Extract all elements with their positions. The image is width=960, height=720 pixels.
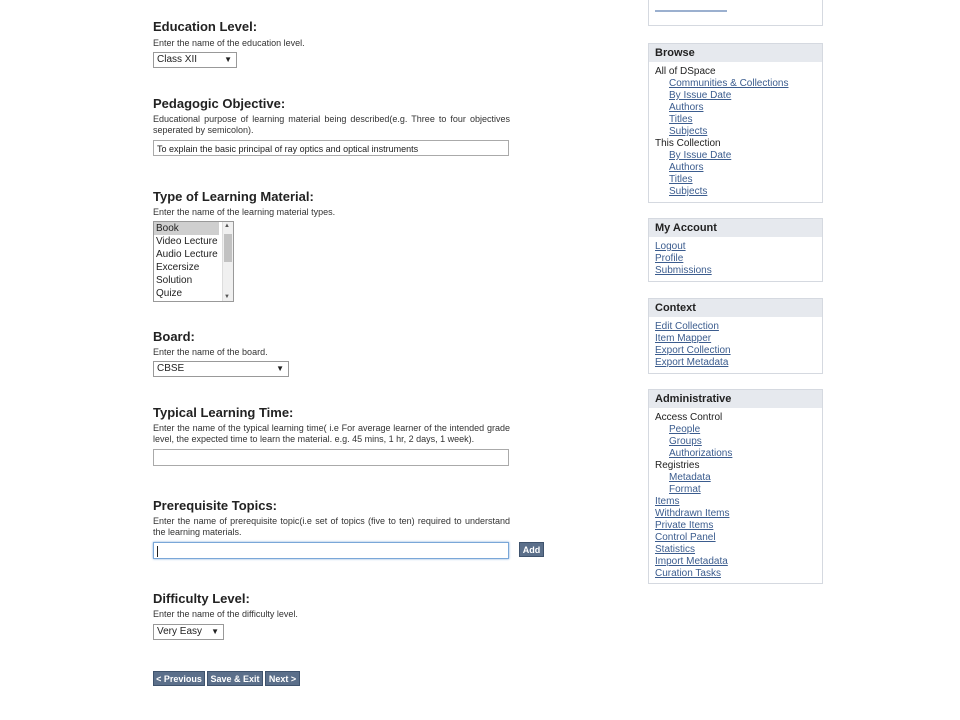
prerequisite-label: Prerequisite Topics: [153, 498, 278, 513]
browse-heading: Browse [649, 44, 822, 62]
logout-link[interactable]: Logout [655, 241, 686, 252]
difficulty-select[interactable] [153, 624, 224, 640]
material-type-label: Type of Learning Material: [153, 189, 314, 204]
this-collection-label: This Collection [655, 138, 721, 149]
listbox-option[interactable]: Audio Lecture [156, 249, 218, 260]
listbox-option[interactable]: Quize [156, 288, 183, 299]
pedagogic-objective-input[interactable] [153, 140, 509, 156]
previous-button[interactable]: < Previous [153, 671, 205, 686]
context-panel [648, 298, 823, 374]
administrative-heading: Administrative [649, 390, 822, 408]
browse-communities-link[interactable]: Communities & Collections [669, 78, 789, 89]
collection-by-issue-date-link[interactable]: By Issue Date [669, 150, 732, 161]
browse-subjects-link[interactable]: Subjects [669, 126, 708, 137]
import-metadata-link[interactable]: Import Metadata [655, 556, 728, 567]
difficulty-label: Difficulty Level: [153, 591, 250, 606]
registries-label: Registries [655, 460, 700, 471]
pedagogic-objective-help: Educational purpose of learning material being described(e.g. Three to four objectives seperated by semicolon). [153, 114, 510, 135]
chevron-down-icon: ▼ [211, 627, 219, 636]
learning-time-input[interactable] [153, 449, 509, 466]
prerequisite-input[interactable] [153, 542, 509, 559]
board-value: CBSE [157, 363, 185, 374]
pedagogic-objective-label: Pedagogic Objective: [153, 96, 286, 111]
format-registry-link[interactable]: Format [669, 484, 701, 495]
browse-titles-link[interactable]: Titles [669, 114, 693, 125]
chevron-down-icon: ▼ [276, 364, 284, 373]
education-level-value: Class XII [157, 54, 198, 65]
browse-panel [648, 43, 823, 203]
material-type-help: Enter the name of the learning material types. [153, 207, 336, 217]
listbox-option[interactable]: Video Lecture [156, 236, 218, 247]
curation-tasks-link[interactable]: Curation Tasks [655, 568, 721, 579]
collection-subjects-link[interactable]: Subjects [669, 186, 708, 197]
scroll-up-icon[interactable]: ▲ [224, 223, 230, 229]
authorizations-link[interactable]: Authorizations [669, 448, 733, 459]
browse-authors-link[interactable]: Authors [669, 102, 704, 113]
board-select[interactable] [153, 361, 289, 377]
withdrawn-items-link[interactable]: Withdrawn Items [655, 508, 730, 519]
listbox-option[interactable]: Excersize [156, 262, 200, 273]
collection-authors-link[interactable]: Authors [669, 162, 704, 173]
scrollbar-thumb[interactable] [224, 234, 232, 262]
top-panel-remnant [648, 0, 823, 26]
browse-by-issue-date-link[interactable]: By Issue Date [669, 90, 732, 101]
private-items-link[interactable]: Private Items [655, 520, 714, 531]
listbox-option[interactable]: Solution [156, 275, 193, 286]
listbox-option[interactable]: Book [154, 222, 219, 235]
scroll-down-icon[interactable]: ▼ [224, 294, 230, 300]
my-account-panel [648, 218, 823, 282]
board-label: Board: [153, 329, 195, 344]
material-type-listbox[interactable] [153, 221, 234, 302]
context-heading: Context [649, 299, 822, 317]
access-control-label: Access Control [655, 412, 723, 423]
education-level-label: Education Level: [153, 19, 258, 34]
difficulty-value: Very Easy [157, 626, 203, 637]
learning-time-label: Typical Learning Time: [153, 405, 294, 420]
collection-titles-link[interactable]: Titles [669, 174, 693, 185]
learning-time-help: Enter the name of the typical learning time( i.e For average learner of the intended grade level, the expected time to learn the material. e.g. 45 mins, 1 hr, 2 days, 1 week). [153, 423, 510, 444]
profile-link[interactable]: Profile [655, 253, 684, 264]
items-link[interactable]: Items [655, 496, 680, 507]
all-of-dspace-label: All of DSpace [655, 66, 716, 77]
metadata-registry-link[interactable]: Metadata [669, 472, 711, 483]
chevron-down-icon: ▼ [224, 55, 232, 64]
my-account-heading: My Account [649, 219, 822, 237]
text-caret [157, 546, 158, 557]
board-help: Enter the name of the board. [153, 347, 268, 357]
difficulty-help: Enter the name of the difficulty level. [153, 609, 298, 619]
people-link[interactable]: People [669, 424, 701, 435]
prerequisite-help: Enter the name of prerequisite topic(i.e set of topics (five to ten) required to understand the learning materials. [153, 516, 510, 537]
save-exit-button[interactable]: Save & Exit [207, 671, 263, 686]
export-metadata-link[interactable]: Export Metadata [655, 357, 729, 368]
listbox-scrollbar[interactable] [222, 222, 233, 301]
control-panel-link[interactable]: Control Panel [655, 532, 716, 543]
pedagogic-objective-value: To explain the basic principal of ray optics and optical instruments [157, 144, 419, 154]
item-mapper-link[interactable]: Item Mapper [655, 333, 712, 344]
add-prerequisite-button[interactable]: Add [519, 542, 544, 557]
education-level-select[interactable] [153, 52, 237, 68]
submissions-link[interactable]: Submissions [655, 265, 712, 276]
edit-collection-link[interactable]: Edit Collection [655, 321, 719, 332]
administrative-panel [648, 389, 823, 584]
next-button[interactable]: Next > [265, 671, 300, 686]
groups-link[interactable]: Groups [669, 436, 702, 447]
education-level-help: Enter the name of the education level. [153, 38, 305, 48]
statistics-link[interactable]: Statistics [655, 544, 696, 555]
export-collection-link[interactable]: Export Collection [655, 345, 731, 356]
